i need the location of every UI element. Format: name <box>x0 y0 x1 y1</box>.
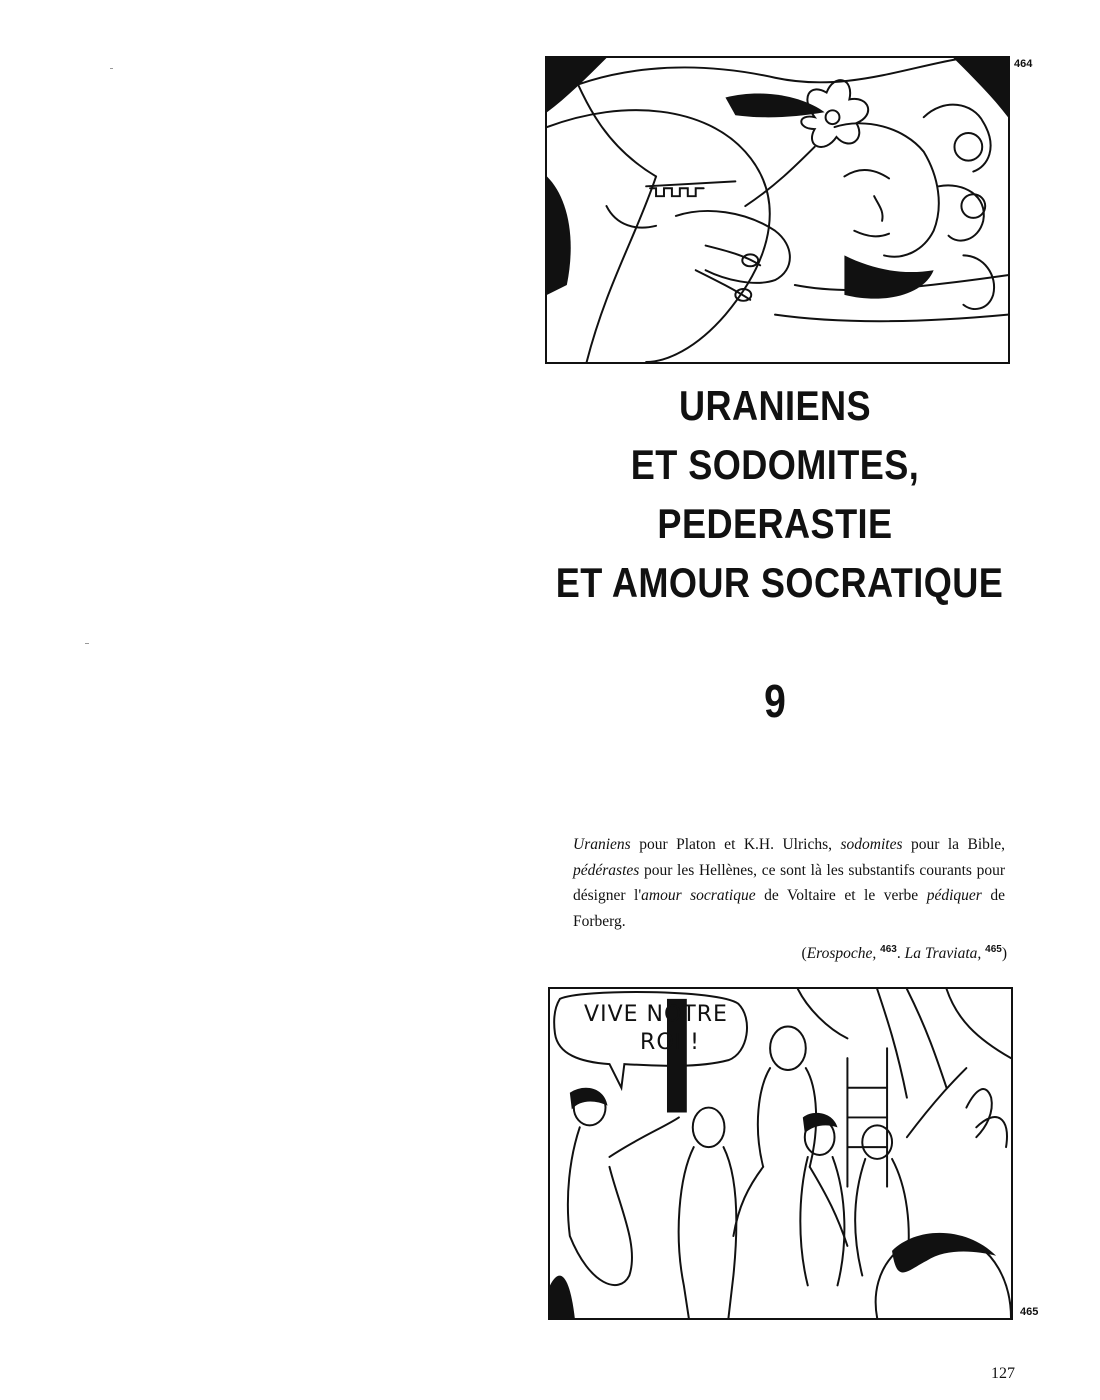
chapter-title <box>555 376 1004 612</box>
source-paren-close: ) <box>1001 945 1007 963</box>
chapter-title-line: URANIENS <box>678 382 872 429</box>
intro-text: sodomites <box>840 836 903 853</box>
figure-number-top: 464 <box>1014 58 1033 70</box>
scan-speck <box>110 68 113 69</box>
intro-text: pour Platon et K.H. Ulrichs, <box>630 836 841 853</box>
source-work-2: La Traviata, <box>904 945 982 963</box>
chapter-title-line: ET AMOUR SOCRATIQUE <box>555 559 1004 606</box>
source-work-1: Erospoche, <box>806 945 877 963</box>
figure-number-bottom: 465 <box>1020 1306 1039 1318</box>
intro-text: pour les Hellènes, ce sont là les substantifs courants pour désigner l' <box>573 861 1005 904</box>
speech-line-1: VIVE NOTRE <box>584 1002 728 1027</box>
source-ref-2: 465 <box>985 944 1002 955</box>
page-number: 127 <box>991 1365 1015 1382</box>
scan-speck <box>85 643 89 644</box>
source-citation <box>700 944 1007 963</box>
intro-text: de Forberg. <box>573 887 1005 930</box>
intro-text: pédiquer <box>926 887 982 904</box>
chapter-number: 9 <box>764 675 786 727</box>
speech-line-2: ROI ! <box>640 1030 700 1055</box>
comic-panel-bottom <box>548 987 1013 1320</box>
intro-text: pour la Bible, <box>902 836 1005 853</box>
source-ref-1: 463 <box>880 944 897 955</box>
source-paren-open: ( <box>801 945 807 963</box>
source-separator: . <box>896 945 905 963</box>
intro-text: Uraniens <box>573 836 631 853</box>
intro-paragraph <box>573 832 1005 934</box>
intro-text: amour socratique <box>641 887 756 904</box>
speech-balloon <box>568 997 744 1069</box>
intro-text: de Voltaire et le verbe <box>755 887 927 904</box>
intro-text: pédérastes <box>573 861 640 879</box>
chapter-title-line: PEDERASTIE <box>657 500 893 547</box>
comic-illustration-top <box>547 58 1008 362</box>
comic-panel-top <box>545 56 1010 364</box>
chapter-title-line: ET SODOMITES, <box>630 441 920 488</box>
